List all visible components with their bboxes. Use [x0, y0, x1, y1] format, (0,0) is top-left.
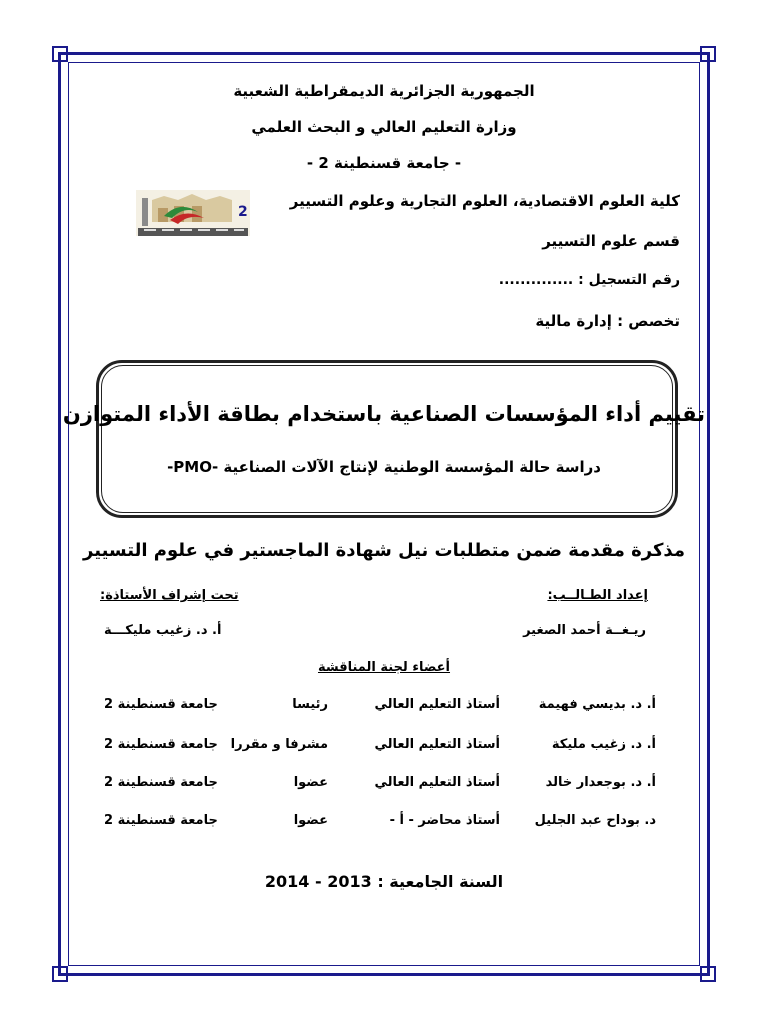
- title-box-inner: [101, 365, 673, 513]
- republic-name: الجمهورية الجزائرية الديمقراطية الشعبية: [233, 82, 535, 100]
- jury-member-role: عضوا: [293, 813, 328, 828]
- university-constantine-2-logo: [134, 186, 252, 244]
- registration-number: رقم التسجيل : ..............: [498, 272, 680, 288]
- jury-member-university: جامعة قسنطينة 2: [104, 737, 218, 752]
- border-corner-bottom-left: [52, 966, 68, 982]
- jury-member-row: [0, 775, 768, 795]
- jury-member-name: د. بوداح عبد الجليل: [534, 813, 656, 828]
- jury-member-rank: أستاذ محاضر - أ -: [389, 813, 500, 828]
- jury-member-role: رئيسا: [292, 697, 328, 712]
- border-corner-top-right: [700, 46, 716, 62]
- jury-member-university: جامعة قسنطينة 2: [104, 697, 218, 712]
- border-corner-bottom-right: [700, 966, 716, 982]
- jury-member-name: أ. د. زغيب مليكة: [551, 737, 656, 752]
- university-name: - جامعة قسنطينة 2 -: [306, 154, 462, 172]
- thesis-subtitle: دراسة حالة المؤسسة الوطنية لإنتاج الآلات الصناعية -PMO-: [167, 458, 601, 476]
- jury-member-row: [0, 697, 768, 717]
- jury-member-row: [0, 737, 768, 757]
- border-corner-top-left: [52, 46, 68, 62]
- jury-member-role: مشرفا و مقررا: [230, 737, 328, 752]
- jury-member-rank: أستاذ التعليم العالي: [374, 697, 500, 712]
- jury-member-role: عضوا: [293, 775, 328, 790]
- logo-graphic-icon: [134, 186, 252, 244]
- supervision-label: تحت إشراف الأستاذة:: [100, 588, 239, 603]
- jury-member-university: جامعة قسنطينة 2: [104, 775, 218, 790]
- jury-member-name: أ. د. بوجعدار خالد: [545, 775, 656, 790]
- ministry-name: وزارة التعليم العالي و البحث العلمي: [251, 118, 517, 136]
- academic-year: السنة الجامعية : 2013 - 2014: [264, 872, 504, 891]
- logo-number: 2: [238, 204, 248, 220]
- degree-statement: مذكرة مقدمة ضمن متطلبات نيل شهادة الماجستير في علوم التسيير: [83, 540, 685, 561]
- student-name: ريـغــة أحمد الصغير: [523, 623, 646, 638]
- specialization: تخصص : إدارة مالية: [535, 312, 680, 330]
- prepared-by-label: إعداد الطـالــب:: [547, 588, 648, 603]
- jury-member-row: [0, 813, 768, 833]
- jury-member-rank: أستاذ التعليم العالي: [374, 737, 500, 752]
- jury-member-name: أ. د. بديسي فهيمة: [538, 697, 656, 712]
- jury-member-rank: أستاذ التعليم العالي: [374, 775, 500, 790]
- jury-title: أعضاء لجنة المناقشة: [317, 660, 451, 675]
- jury-member-university: جامعة قسنطينة 2: [104, 813, 218, 828]
- department-name: قسم علوم التسيير: [542, 232, 680, 250]
- faculty-name: كلية العلوم الاقتصادية، العلوم التجارية وعلوم التسيير: [289, 192, 680, 210]
- thesis-title: تقييم أداء المؤسسات الصناعية باستخدام بطاقة الأداء المتوازن: [62, 402, 706, 426]
- supervisor-name: أ. د. زغيب مليكـــة: [104, 623, 222, 638]
